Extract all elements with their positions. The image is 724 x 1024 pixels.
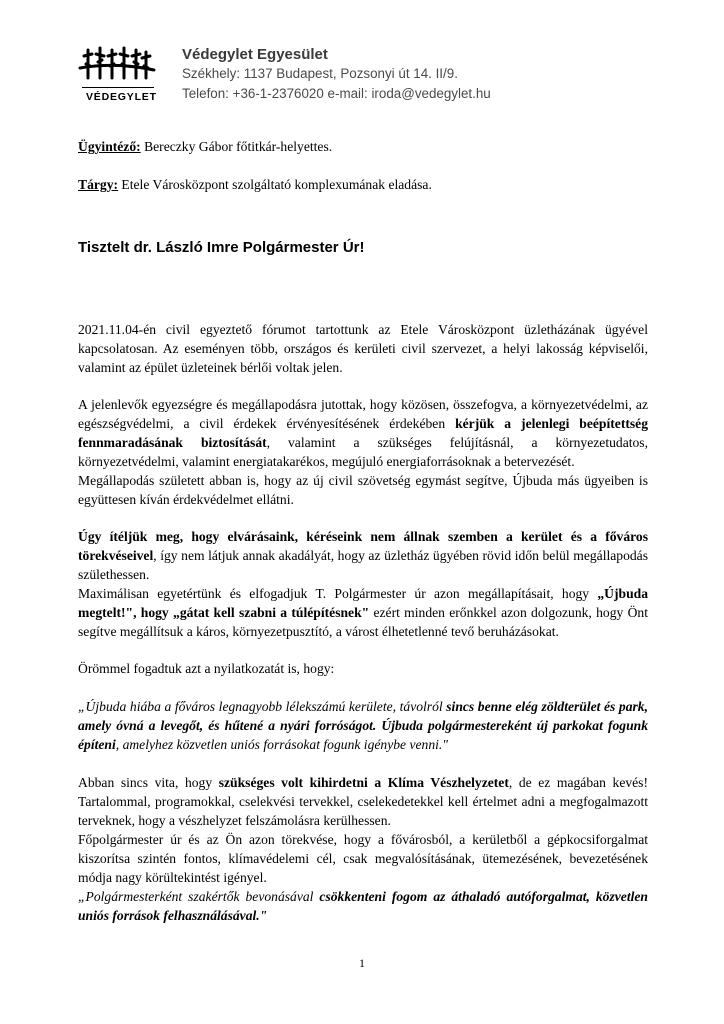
paragraph-agreement-text-end: , valamint a szükséges felújításnál, a környezetudatos, környezetvédelmi, valamint energiatakarékos, megújuló energiaforrásoknak a betervezését. bbox=[78, 435, 648, 469]
organization-contact: Telefon: +36-1-2376020 e-mail: iroda@vedegylet.hu bbox=[182, 86, 491, 101]
paragraph-agree-text-end: ezért minden erőnkkel azon dolgozunk, hogy Önt segítve megállítsuk a káros, környezetpusztító, a várost élhetetlenné tevő beruházásokat. bbox=[78, 605, 648, 639]
salutation: Tisztelt dr. László Imre Polgármester Úr! bbox=[78, 239, 365, 256]
paragraph-traffic bbox=[78, 830, 648, 925]
paragraph-agree-text: Maximálisan egyetértünk és elfogadjuk T. Polgármester úr azon megállapításait, hogy bbox=[78, 586, 598, 601]
organization-info bbox=[182, 46, 491, 104]
handler-line bbox=[78, 137, 648, 156]
organization-address: Székhely: 1137 Budapest, Pozsonyi út 14. II/9. bbox=[182, 66, 458, 81]
subject-line bbox=[78, 175, 648, 194]
subject-value: Etele Városközpont szolgáltató komplexumának eladása. bbox=[118, 177, 432, 192]
paragraph-agreement-text: A jelenlevők egyezségre és megállapodásra jutottak, hogy közösen, összefogva, a környezetvédelmi, az egészségvédelmi, a civil érdekek érvényesítésének érdekében bbox=[78, 397, 648, 431]
quote-traffic-emphasis: csökkenteni fogom az áthaladó autóforgalmat, közvetlen uniós források felhasználásával." bbox=[78, 889, 648, 923]
paragraph-expectations bbox=[78, 527, 648, 641]
logo-text: VÉDEGYLET bbox=[86, 91, 157, 103]
quote-green-areas-text: „Újbuda hiába a főváros legnagyobb lélekszámú kerülete, távolról bbox=[78, 699, 447, 714]
paragraph-expectations-text: , így nem látjuk annak akadályát, hogy az üzletház ügyében rövid időn belül megállapodás születhessen. bbox=[78, 548, 648, 582]
handler-value: Bereczky Gábor főtitkár-helyettes. bbox=[140, 139, 333, 154]
paragraph-expectations-emphasis: Úgy ítéljük meg, hogy elvárásaink, kéréseink nem állnak szemben a kerület és a főváros törekvéseivel bbox=[78, 529, 648, 563]
quote-traffic-text: „Polgármesterként szakértők bevonásával bbox=[78, 889, 320, 904]
handler-label: Ügyintéző: bbox=[78, 139, 141, 154]
paragraph-climate bbox=[78, 773, 648, 830]
paragraph-forum: 2021.11.04-én civil egyeztető fórumot tartottunk az Etele Városközpont üzletházának ügyével kapcsolatosan. Az eseményen több, országos és kerületi civil szervezet, a helyi lakosság képviselői, valamint az épület üzleteinek bérlői voltak jelen. bbox=[78, 322, 648, 375]
paragraph-traffic-text: Főpolgármester úr és az Ön azon törekvése, hogy a fővárosból, a kerületből a gépkocsiforgalmat kiszorítsa szintén fontos, klímavédelemi cél, csak megvalósításának, ütemezésének, bevezetésének módja nagy körültekintést igényel. bbox=[78, 832, 648, 885]
paragraph-alliance: Megállapodás született abban is, hogy az új civil szövetség egymást segítve, Újbuda más ügyeiben is együttesen kíván érdekvédelmet ellátni. bbox=[78, 473, 648, 507]
paragraph-agreement-emphasis: kérjük a jelenlegi beépítettség fennmaradásának biztosítását bbox=[78, 416, 648, 450]
paragraph-climate-text-end: , de ez magában kevés! Tartalommal, programokkal, cselekvési tervekkel, cselekedetekkel kell értelmet adni a megfogalmazott terveknek, hogy a vészhelyzet felszámolásra kerülhessen. bbox=[78, 775, 649, 828]
letterhead bbox=[78, 44, 638, 110]
paragraph-agree-quote: „Újbuda megtelt!", hogy „gátat kell szabni a túlépítésnek" bbox=[78, 586, 648, 620]
quote-green-areas bbox=[78, 697, 648, 754]
paragraph-statement-intro: Örömmel fogadtuk azt a nyilatkozatát is, hogy: bbox=[78, 661, 335, 676]
quote-green-areas-text-end: , amelyhez közvetlen uniós forrásokat fogunk igénybe venni." bbox=[115, 737, 449, 752]
paragraph-climate-text: Abban sincs vita, hogy bbox=[78, 775, 219, 790]
paragraph-climate-emphasis: szükséges volt kihirdetni a Klíma Vészhelyzetet bbox=[218, 775, 509, 790]
page-number: 1 bbox=[359, 956, 365, 970]
subject-label: Tárgy: bbox=[78, 177, 119, 192]
logo-divider bbox=[82, 87, 154, 88]
paragraph-agreement bbox=[78, 395, 648, 509]
organization-name: Védegylet Egyesület bbox=[182, 46, 328, 63]
quote-green-areas-emphasis: sincs benne elég zöldterület és park, amely óvná a levegőt, és hűtené a nyári forróságot. Újbuda polgármestereként új parkokat fogunk építeni bbox=[78, 699, 648, 752]
